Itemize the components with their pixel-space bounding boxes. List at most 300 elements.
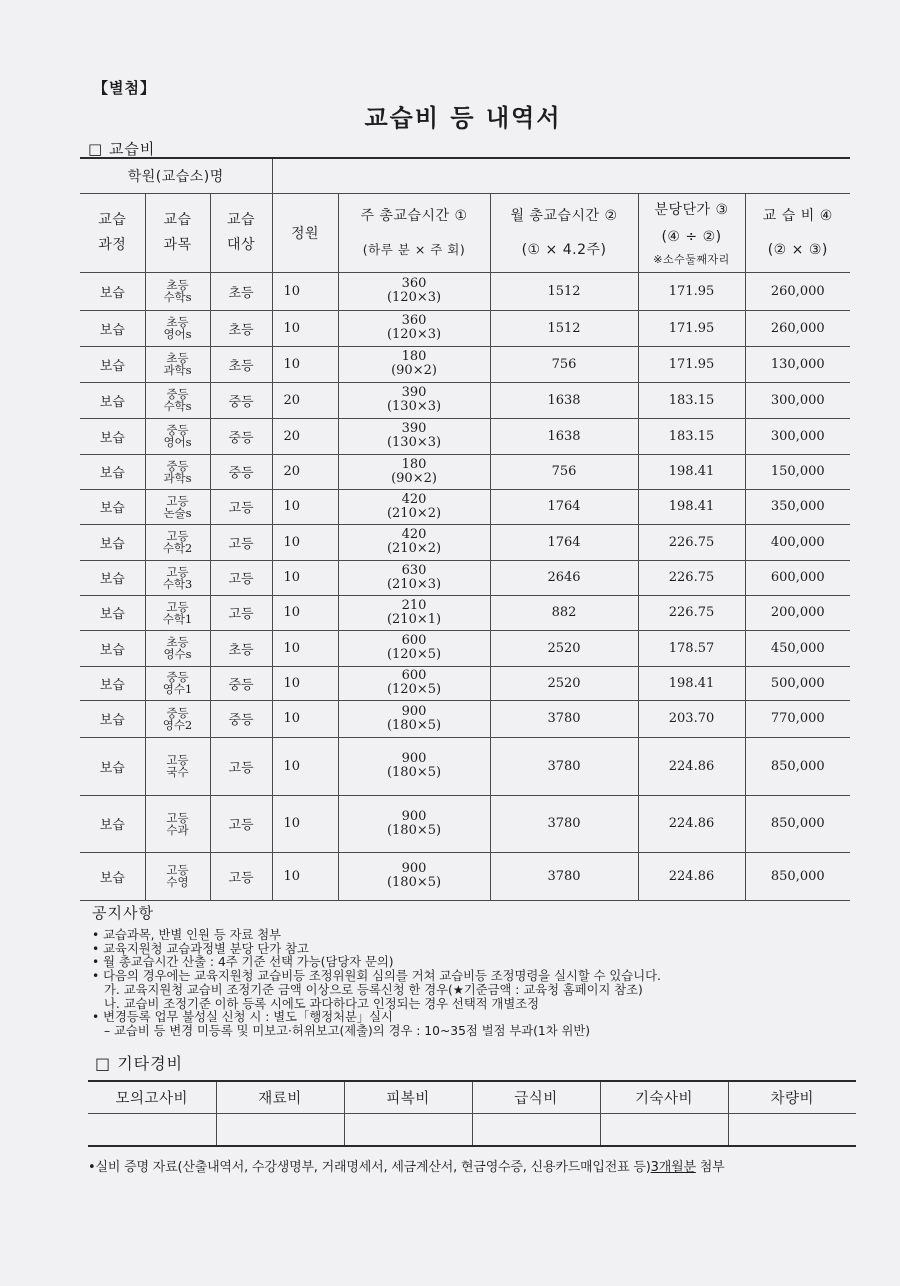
weekly-hours-cell xyxy=(338,272,490,310)
target-cell xyxy=(210,524,272,560)
subject-cell xyxy=(145,346,210,382)
course-cell-text: 보습 xyxy=(99,466,125,481)
monthly-hours-cell xyxy=(490,595,638,630)
unit-price-cell-text: 171.95 xyxy=(668,283,715,299)
target-cell-text: 고등 xyxy=(228,572,254,587)
capacity-cell xyxy=(272,310,338,346)
course-cell xyxy=(80,382,145,418)
weekly-hours-cell-line1: 900 xyxy=(401,751,427,766)
monthly-hours-cell xyxy=(490,454,638,489)
target-cell xyxy=(210,454,272,489)
tuition-row xyxy=(80,630,850,666)
weekly-hours-cell-line2: (180×5) xyxy=(386,717,442,733)
course-cell-text: 보습 xyxy=(99,870,125,886)
unit-price-cell xyxy=(638,489,745,524)
monthly-hours-cell-text: 1512 xyxy=(547,283,581,299)
subject-cell xyxy=(145,454,210,489)
weekly-hours-cell-line2: (120×3) xyxy=(386,290,442,305)
monthly-hours-cell xyxy=(490,560,638,595)
subject-cell-line2: 영수1 xyxy=(162,682,193,696)
weekly-hours-cell xyxy=(338,595,490,630)
monthly-hours-cell xyxy=(490,852,638,900)
monthly-hours-cell-text: 756 xyxy=(551,356,577,372)
capacity-cell-text: 20 xyxy=(283,392,301,408)
capacity-cell-text: 20 xyxy=(283,428,301,444)
header-unit-price-line1: 분당단가 ③ xyxy=(654,201,729,218)
header-subject xyxy=(145,193,210,272)
unit-price-cell-text: 198.41 xyxy=(668,675,715,691)
fee-cell-text: 130,000 xyxy=(770,356,825,372)
course-cell xyxy=(80,454,145,489)
course-cell xyxy=(80,418,145,454)
course-cell xyxy=(80,852,145,900)
unit-price-cell xyxy=(638,852,745,900)
subject-cell-line2: 수영 xyxy=(166,875,189,889)
weekly-hours-cell-line2: (210×2) xyxy=(386,541,442,556)
monthly-hours-cell-text: 3780 xyxy=(547,816,581,831)
weekly-hours-cell-line1: 390 xyxy=(401,421,427,436)
target-cell xyxy=(210,272,272,310)
unit-price-cell-text: 226.75 xyxy=(668,570,715,585)
subject-cell-line2: 국수 xyxy=(166,765,189,779)
weekly-hours-cell-line1: 900 xyxy=(401,703,427,719)
weekly-hours-cell-line1: 420 xyxy=(401,527,427,542)
monthly-hours-cell-text: 1764 xyxy=(547,499,581,514)
weekly-hours-cell xyxy=(338,346,490,382)
target-cell-text: 중등 xyxy=(228,713,254,728)
course-cell-text: 보습 xyxy=(99,358,125,374)
header-monthly-line1: 월 총교습시간 ② xyxy=(510,207,618,224)
fee-cell xyxy=(745,595,850,630)
subject-cell-line2: 영수2 xyxy=(162,717,193,732)
course-cell-text: 보습 xyxy=(99,607,125,622)
subject-cell-line2: 논술s xyxy=(163,505,192,520)
header-target-line2: 대상 xyxy=(226,236,256,253)
weekly-hours-cell-line1: 390 xyxy=(401,385,427,400)
unit-price-cell-text: 226.75 xyxy=(668,534,715,550)
weekly-hours-cell-line2: (90×2) xyxy=(391,363,437,378)
notice-sub-item: 가. 교육지원청 교습비 조정기준 금액 이상으로 등록신청 한 경우(★기준금액 : 교육청 홈페이지 참조) xyxy=(104,982,643,997)
other-expenses-heading: □ 기타경비 xyxy=(95,1054,184,1073)
course-cell-text: 보습 xyxy=(99,394,125,410)
unit-price-cell xyxy=(638,666,745,700)
capacity-cell-text: 20 xyxy=(283,464,301,479)
monthly-hours-cell xyxy=(490,418,638,454)
target-cell xyxy=(210,489,272,524)
tuition-section-heading: □ 교습비 xyxy=(88,140,156,158)
capacity-cell xyxy=(272,489,338,524)
capacity-cell xyxy=(272,795,338,852)
target-cell xyxy=(210,795,272,852)
notice-item: • 다음의 경우에는 교육지원청 교습비등 조정위원회 심의를 거쳐 교습비등 조정명령을 실시할 수 있습니다. xyxy=(92,969,661,984)
subject-cell-line1: 고등 xyxy=(166,493,189,508)
capacity-cell-text: 10 xyxy=(283,605,301,620)
header-weekly-line2: (하루 분 × 주 회) xyxy=(362,241,466,257)
course-cell-text: 보습 xyxy=(99,713,125,728)
monthly-hours-cell xyxy=(490,382,638,418)
unit-price-cell-text: 224.86 xyxy=(668,868,715,884)
tuition-row xyxy=(80,560,850,595)
header-uniform-fee: 피복비 xyxy=(344,1081,472,1113)
weekly-hours-cell-line1: 600 xyxy=(401,668,427,683)
header-unit-price-note: ※소수둘째자리 xyxy=(653,252,730,266)
other-expenses-table xyxy=(88,1080,856,1147)
weekly-hours-cell xyxy=(338,310,490,346)
academy-name-row xyxy=(80,158,850,193)
subject-cell xyxy=(145,272,210,310)
header-monthly-line2: (① × 4.2주) xyxy=(521,241,607,258)
monthly-hours-cell xyxy=(490,346,638,382)
capacity-cell-text: 10 xyxy=(283,868,301,884)
fee-cell xyxy=(745,382,850,418)
course-cell xyxy=(80,630,145,666)
unit-price-cell-text: 171.95 xyxy=(668,320,715,336)
course-cell-text: 보습 xyxy=(99,430,125,446)
subject-cell xyxy=(145,595,210,630)
target-cell xyxy=(210,382,272,418)
subject-cell-line1: 고등 xyxy=(166,599,189,614)
fee-cell xyxy=(745,310,850,346)
target-cell-text: 초등 xyxy=(228,322,254,338)
fee-cell xyxy=(745,418,850,454)
monthly-hours-cell-text: 1512 xyxy=(547,320,581,336)
academy-name-value xyxy=(272,158,850,193)
subject-cell-line2: 영수s xyxy=(163,647,192,661)
tuition-row xyxy=(80,700,850,737)
monthly-hours-cell xyxy=(490,489,638,524)
subject-cell xyxy=(145,666,210,700)
course-cell xyxy=(80,666,145,700)
tuition-row xyxy=(80,454,850,489)
target-cell-text: 고등 xyxy=(228,760,254,776)
header-meal-fee: 급식비 xyxy=(472,1081,600,1113)
capacity-cell-text: 10 xyxy=(283,534,301,550)
fee-cell-text: 850,000 xyxy=(770,868,825,884)
tuition-row xyxy=(80,272,850,310)
capacity-cell xyxy=(272,382,338,418)
capacity-cell xyxy=(272,418,338,454)
unit-price-cell xyxy=(638,310,745,346)
monthly-hours-cell-text: 3780 xyxy=(547,868,581,884)
header-unit-price xyxy=(638,193,745,272)
weekly-hours-cell-line2: (130×3) xyxy=(386,399,442,414)
fee-cell xyxy=(745,454,850,489)
header-target xyxy=(210,193,272,272)
course-cell-text: 보습 xyxy=(99,285,125,301)
course-cell xyxy=(80,489,145,524)
subject-cell xyxy=(145,382,210,418)
weekly-hours-cell-line2: (210×1) xyxy=(386,611,442,627)
footer-note-emphasis: 3개월분 xyxy=(650,1160,696,1175)
target-cell-text: 고등 xyxy=(228,870,254,886)
monthly-hours-cell-text: 2520 xyxy=(547,640,581,656)
tuition-row xyxy=(80,346,850,382)
unit-price-cell xyxy=(638,382,745,418)
target-cell xyxy=(210,700,272,737)
course-cell xyxy=(80,560,145,595)
capacity-cell xyxy=(272,852,338,900)
subject-cell-line1: 고등 xyxy=(166,863,189,877)
unit-price-cell-text: 183.15 xyxy=(668,392,715,408)
capacity-cell-text: 10 xyxy=(283,356,301,372)
subject-cell-line1: 중등 xyxy=(166,387,189,401)
weekly-hours-cell-line2: (120×5) xyxy=(386,647,442,662)
weekly-hours-cell xyxy=(338,524,490,560)
header-fee xyxy=(745,193,850,272)
footer-note-suffix: 첨부 xyxy=(695,1160,725,1175)
capacity-cell-text: 10 xyxy=(283,816,301,831)
fee-cell xyxy=(745,560,850,595)
footer-note xyxy=(88,1156,724,1175)
weekly-hours-cell-line2: (130×3) xyxy=(386,435,442,450)
fee-cell-text: 600,000 xyxy=(770,570,825,585)
weekly-hours-cell xyxy=(338,795,490,852)
monthly-hours-cell-text: 1638 xyxy=(547,392,581,408)
weekly-hours-cell-line2: (210×2) xyxy=(386,505,442,521)
subject-cell-line1: 초등 xyxy=(166,315,189,329)
unit-price-cell xyxy=(638,630,745,666)
fee-cell-text: 260,000 xyxy=(770,320,825,336)
target-cell-text: 고등 xyxy=(228,501,254,516)
meal-fee-value xyxy=(472,1113,600,1146)
target-cell xyxy=(210,595,272,630)
target-cell xyxy=(210,852,272,900)
course-cell xyxy=(80,346,145,382)
fee-cell xyxy=(745,489,850,524)
header-target-line1: 교습 xyxy=(226,211,256,228)
unit-price-cell xyxy=(638,454,745,489)
weekly-hours-cell-line2: (90×2) xyxy=(391,470,437,486)
fee-cell xyxy=(745,666,850,700)
target-cell-text: 중등 xyxy=(228,677,254,693)
tuition-row xyxy=(80,489,850,524)
header-course xyxy=(80,193,145,272)
fee-cell xyxy=(745,737,850,795)
capacity-cell-text: 10 xyxy=(283,570,301,585)
unit-price-cell-text: 183.15 xyxy=(668,428,715,444)
capacity-cell xyxy=(272,272,338,310)
unit-price-cell xyxy=(638,524,745,560)
capacity-cell xyxy=(272,737,338,795)
target-cell-text: 고등 xyxy=(228,607,254,622)
notice-list xyxy=(92,929,872,1039)
monthly-hours-cell xyxy=(490,630,638,666)
monthly-hours-cell-text: 2646 xyxy=(547,570,581,585)
fee-cell-text: 500,000 xyxy=(770,675,825,691)
monthly-hours-cell-text: 882 xyxy=(551,605,577,620)
fee-cell-text: 400,000 xyxy=(770,534,825,550)
subject-cell xyxy=(145,700,210,737)
fee-cell-text: 150,000 xyxy=(770,464,825,479)
subject-cell-line2: 수학3 xyxy=(162,576,193,591)
target-cell-text: 초등 xyxy=(228,358,254,374)
fee-cell-text: 260,000 xyxy=(770,283,825,299)
tuition-header-row xyxy=(80,193,850,272)
header-course-line1: 교습 xyxy=(98,211,127,228)
course-cell xyxy=(80,795,145,852)
monthly-hours-cell xyxy=(490,795,638,852)
material-fee-value xyxy=(216,1113,344,1146)
unit-price-cell xyxy=(638,272,745,310)
fee-cell xyxy=(745,795,850,852)
subject-cell-line2: 영어s xyxy=(163,435,192,449)
weekly-hours-cell-line2: (210×3) xyxy=(386,576,442,592)
weekly-hours-cell xyxy=(338,737,490,795)
monthly-hours-cell xyxy=(490,272,638,310)
target-cell-text: 중등 xyxy=(228,466,254,481)
subject-cell xyxy=(145,630,210,666)
unit-price-cell xyxy=(638,418,745,454)
weekly-hours-cell xyxy=(338,630,490,666)
weekly-hours-cell-line2: (120×3) xyxy=(386,327,442,342)
subject-cell xyxy=(145,852,210,900)
unit-price-cell xyxy=(638,700,745,737)
subject-cell xyxy=(145,737,210,795)
tuition-row xyxy=(80,382,850,418)
capacity-cell-text: 10 xyxy=(283,758,301,774)
weekly-hours-cell xyxy=(338,454,490,489)
unit-price-cell xyxy=(638,795,745,852)
notice-section xyxy=(92,902,872,1039)
subject-cell-line2: 수학2 xyxy=(162,541,193,555)
notice-item: • 변경등록 업무 불성실 신청 시 : 별도「행정처분」실시 xyxy=(92,1010,393,1025)
unit-price-cell-text: 224.86 xyxy=(668,816,715,831)
weekly-hours-cell-line1: 210 xyxy=(401,597,427,613)
capacity-cell xyxy=(272,700,338,737)
unit-price-cell-text: 226.75 xyxy=(668,605,715,620)
course-cell-text: 보습 xyxy=(99,572,125,587)
header-fee-line1: 교 습 비 ④ xyxy=(762,207,833,224)
fee-cell-text: 300,000 xyxy=(770,428,825,444)
mock-exam-fee-value xyxy=(88,1113,216,1146)
capacity-cell-text: 10 xyxy=(283,283,301,299)
capacity-cell xyxy=(272,595,338,630)
subject-cell-line1: 초등 xyxy=(166,351,189,365)
weekly-hours-cell xyxy=(338,666,490,700)
header-subject-line1: 교습 xyxy=(163,211,192,228)
subject-cell-line2: 과학s xyxy=(163,363,192,377)
weekly-hours-cell xyxy=(338,700,490,737)
unit-price-cell-text: 203.70 xyxy=(668,711,715,726)
course-cell xyxy=(80,700,145,737)
target-cell-text: 중등 xyxy=(228,394,254,410)
header-course-line2: 과정 xyxy=(98,236,127,253)
fee-cell-text: 200,000 xyxy=(770,605,825,620)
header-unit-price-line2: (④ ÷ ②) xyxy=(661,228,722,245)
notice-item: • 교습과목, 반별 인원 등 자료 첨부 xyxy=(92,928,282,942)
capacity-cell xyxy=(272,524,338,560)
course-cell-text: 보습 xyxy=(99,322,125,338)
monthly-hours-cell-text: 1638 xyxy=(547,428,581,444)
header-weekly-line1: 주 총교습시간 ① xyxy=(360,207,468,224)
course-cell-text: 보습 xyxy=(99,760,125,776)
monthly-hours-cell xyxy=(490,310,638,346)
target-cell-text: 중등 xyxy=(228,430,254,446)
monthly-hours-cell-text: 2520 xyxy=(547,675,581,691)
fee-cell xyxy=(745,700,850,737)
tuition-row xyxy=(80,524,850,560)
unit-price-cell xyxy=(638,346,745,382)
monthly-hours-cell-text: 1764 xyxy=(547,534,581,550)
fee-cell-text: 300,000 xyxy=(770,392,825,408)
subject-cell xyxy=(145,418,210,454)
notice-sub-item: – 교습비 등 변경 미등록 및 미보고·허위보고(제출)의 경우 : 10~35점 벌점 부과(1차 위반) xyxy=(104,1023,591,1038)
fee-cell-text: 850,000 xyxy=(770,816,825,831)
course-cell xyxy=(80,595,145,630)
vehicle-fee-value xyxy=(728,1113,856,1146)
monthly-hours-cell xyxy=(490,524,638,560)
unit-price-cell xyxy=(638,737,745,795)
course-cell-text: 보습 xyxy=(99,501,125,516)
weekly-hours-cell-line1: 420 xyxy=(401,491,427,507)
other-expenses-header-row xyxy=(88,1081,856,1113)
target-cell-text: 초등 xyxy=(228,642,254,658)
capacity-cell xyxy=(272,630,338,666)
dormitory-fee-value xyxy=(600,1113,728,1146)
weekly-hours-cell-line1: 900 xyxy=(401,808,427,824)
subject-cell-line2: 과학s xyxy=(163,470,192,485)
weekly-hours-cell-line2: (120×5) xyxy=(386,682,442,697)
attachment-label: 【별첨】 xyxy=(93,79,156,97)
academy-name-label: 학원(교습소)명 xyxy=(80,158,272,193)
subject-cell-line1: 고등 xyxy=(166,753,189,767)
weekly-hours-cell-line1: 360 xyxy=(401,313,427,328)
capacity-cell xyxy=(272,454,338,489)
target-cell-text: 고등 xyxy=(228,818,254,833)
subject-cell-line1: 중등 xyxy=(166,458,189,473)
weekly-hours-cell xyxy=(338,560,490,595)
header-fee-line2: (② × ③) xyxy=(767,241,828,258)
subject-cell-line1: 초등 xyxy=(166,635,189,649)
header-dormitory-fee: 기숙사비 xyxy=(600,1081,728,1113)
header-material-fee: 재료비 xyxy=(216,1081,344,1113)
capacity-cell-text: 10 xyxy=(283,675,301,691)
course-cell-text: 보습 xyxy=(99,642,125,658)
tuition-row xyxy=(80,737,850,795)
weekly-hours-cell-line1: 360 xyxy=(401,276,427,291)
weekly-hours-cell-line1: 600 xyxy=(401,633,427,648)
header-subject-line2: 과목 xyxy=(163,236,192,253)
unit-price-cell-text: 198.41 xyxy=(668,464,715,479)
monthly-hours-cell xyxy=(490,737,638,795)
capacity-cell xyxy=(272,560,338,595)
notice-heading: 공지사항 xyxy=(92,904,154,922)
subject-cell xyxy=(145,524,210,560)
capacity-cell xyxy=(272,346,338,382)
course-cell xyxy=(80,272,145,310)
target-cell xyxy=(210,666,272,700)
target-cell xyxy=(210,737,272,795)
target-cell xyxy=(210,310,272,346)
subject-cell-line2: 영어s xyxy=(163,327,192,341)
fee-cell xyxy=(745,346,850,382)
subject-cell-line1: 중등 xyxy=(166,423,189,437)
monthly-hours-cell-text: 3780 xyxy=(547,758,581,774)
subject-cell-line1: 중등 xyxy=(166,670,189,684)
target-cell-text: 고등 xyxy=(228,536,254,552)
tuition-row xyxy=(80,795,850,852)
capacity-cell-text: 10 xyxy=(283,499,301,514)
subject-cell-line1: 중등 xyxy=(166,705,189,720)
tuition-row xyxy=(80,418,850,454)
course-cell xyxy=(80,524,145,560)
notice-item: • 월 총교습시간 산출 : 4주 기준 선택 가능(담당자 문의) xyxy=(92,955,394,970)
weekly-hours-cell-line1: 630 xyxy=(401,562,427,578)
tuition-row xyxy=(80,595,850,630)
notice-sub-item: 나. 교습비 조정기준 이하 등록 시에도 과다하다고 인정되는 경우 선택적 개별조정 xyxy=(104,996,539,1011)
footer-note-prefix: •실비 증명 자료(산출내역서, 수강생명부, 거래명세서, 세금계산서, 현금영수증, 신용카드매입전표 등) xyxy=(88,1160,651,1175)
tuition-row xyxy=(80,666,850,700)
